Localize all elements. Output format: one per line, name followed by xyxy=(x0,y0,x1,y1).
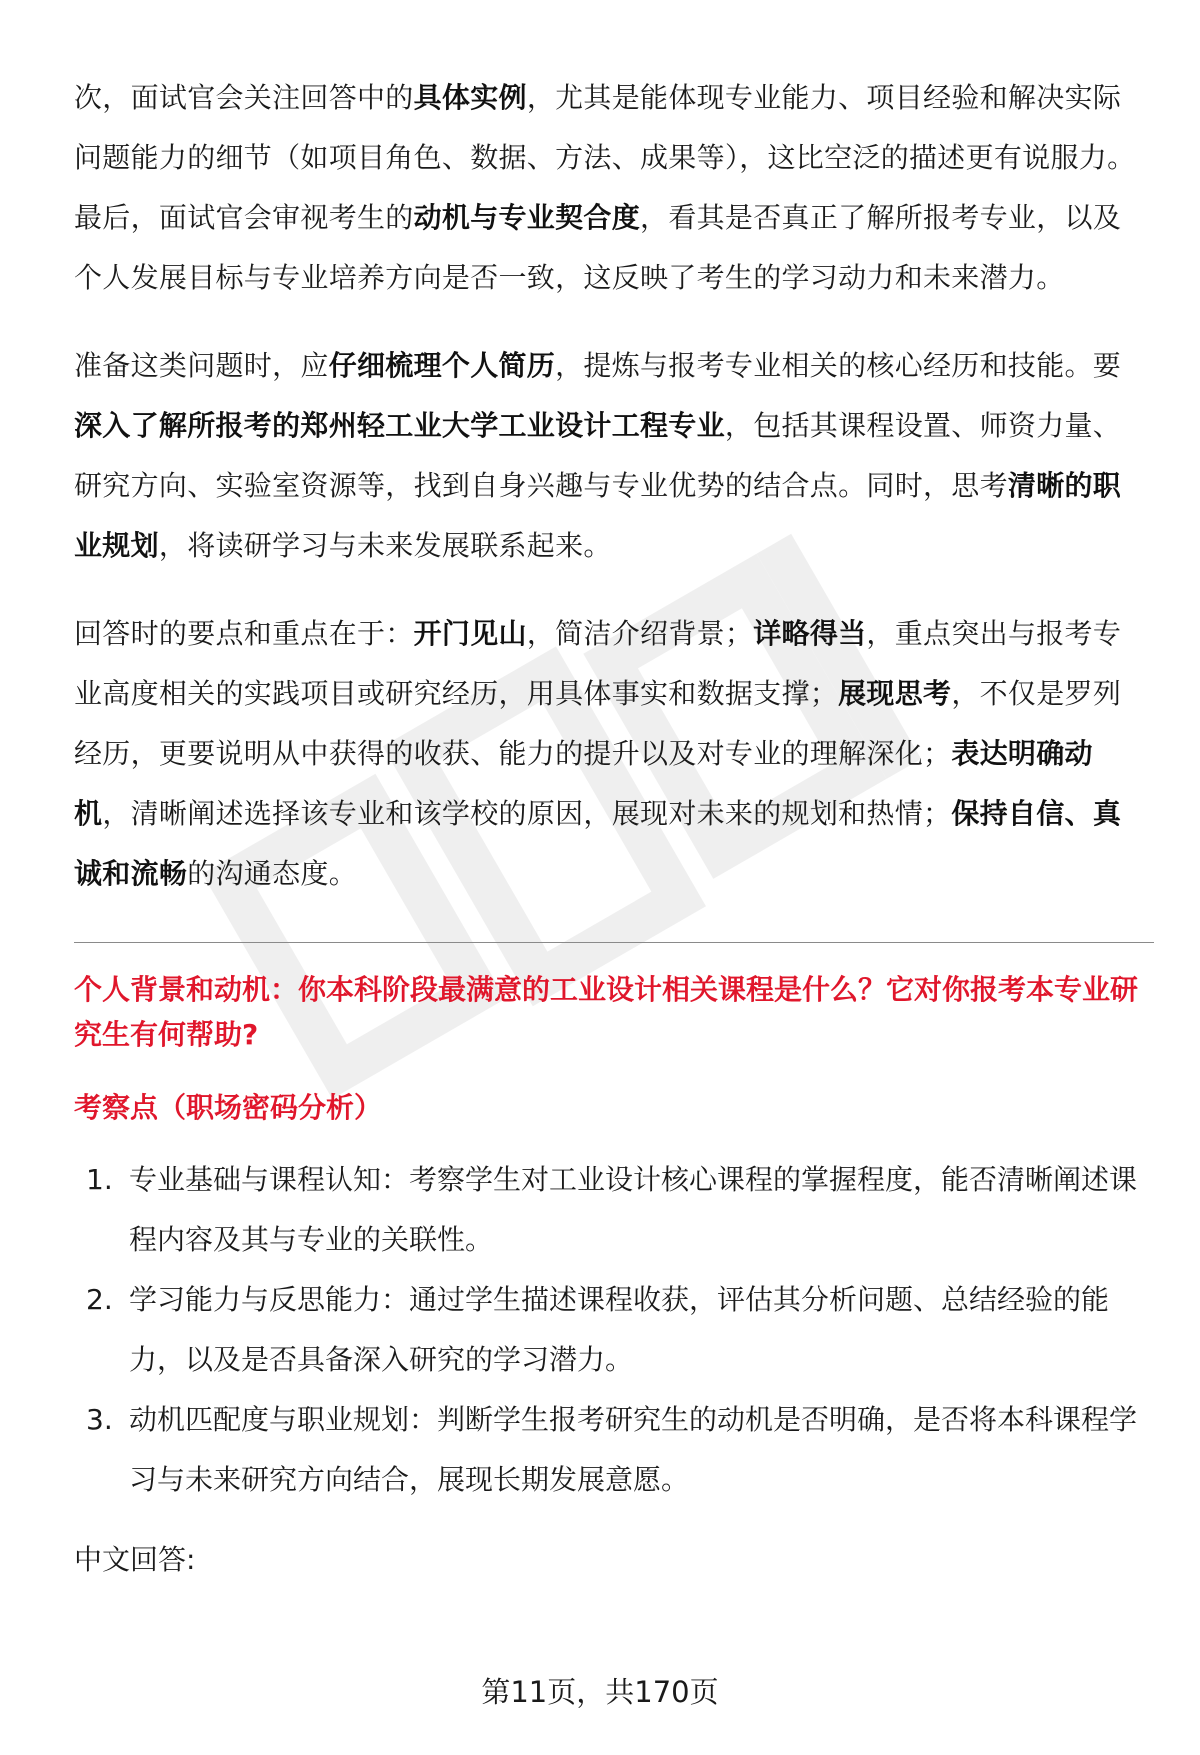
chinese-answer-label: 中文回答: xyxy=(74,1543,196,1576)
focus-points-list xyxy=(74,1150,1149,1510)
paragraph-preparation: 准备这类问题时，应仔细梳理个人简历，提炼与报考专业相关的核心经历和技能。要深入了解所报考的郑州轻工业大学工业设计工程专业，包括其课程设置、师资力量、研究方向、实验室资源等，找到自身兴趣与专业优势的结合点。同时，思考清晰的职业规划，将读研学习与未来发展联系起来。 xyxy=(74,349,1122,562)
section-divider xyxy=(74,942,1154,943)
interview-question: 个人背景和动机：你本科阶段最满意的工业设计相关课程是什么？它对你报考本专业研究生有何帮助? xyxy=(74,973,1139,1051)
list-item: 2. 学习能力与反思能力：通过学生描述课程收获，评估其分析问题、总结经验的能力，以及是否具备深入研究的学习潜力。 xyxy=(86,1283,1110,1376)
page-content xyxy=(74,68,1149,1590)
list-item: 1. 专业基础与课程认知：考察学生对工业设计核心课程的掌握程度，能否清晰阐述课程内容及其与专业的关联性。 xyxy=(86,1163,1138,1256)
list-item: 3. 动机匹配度与职业规划：判断学生报考研究生的动机是否明确，是否将本科课程学习与未来研究方向结合，展现长期发展意愿。 xyxy=(86,1403,1138,1496)
paragraph-evaluation-criteria: 次，面试官会关注回答中的具体实例，尤其是能体现专业能力、项目经验和解决实际问题能力的细节（如项目角色、数据、方法、成果等），这比空泛的描述更有说服力。最后，面试官会审视考生的动机与专业契合度，看其是否真正了解所报考专业，以及个人发展目标与专业培养方向是否一致，这反映了考生的学习动力和未来潜力。 xyxy=(74,81,1136,294)
focus-points-heading: 考察点（职场密码分析） xyxy=(74,1091,383,1124)
page-number: 第11页，共170页 xyxy=(481,1675,719,1709)
paragraph-answer-key-points: 回答时的要点和重点在于：开门见山，简洁介绍背景；详略得当，重点突出与报考专业高度相关的实践项目或研究经历，用具体事实和数据支撑；展现思考，不仅是罗列经历，更要说明从中获得的收获、能力的提升以及对专业的理解深化；表达明确动机，清晰阐述选择该专业和该学校的原因，展现对未来的规划和热情；保持自信、真诚和流畅的沟通态度。 xyxy=(74,617,1122,890)
